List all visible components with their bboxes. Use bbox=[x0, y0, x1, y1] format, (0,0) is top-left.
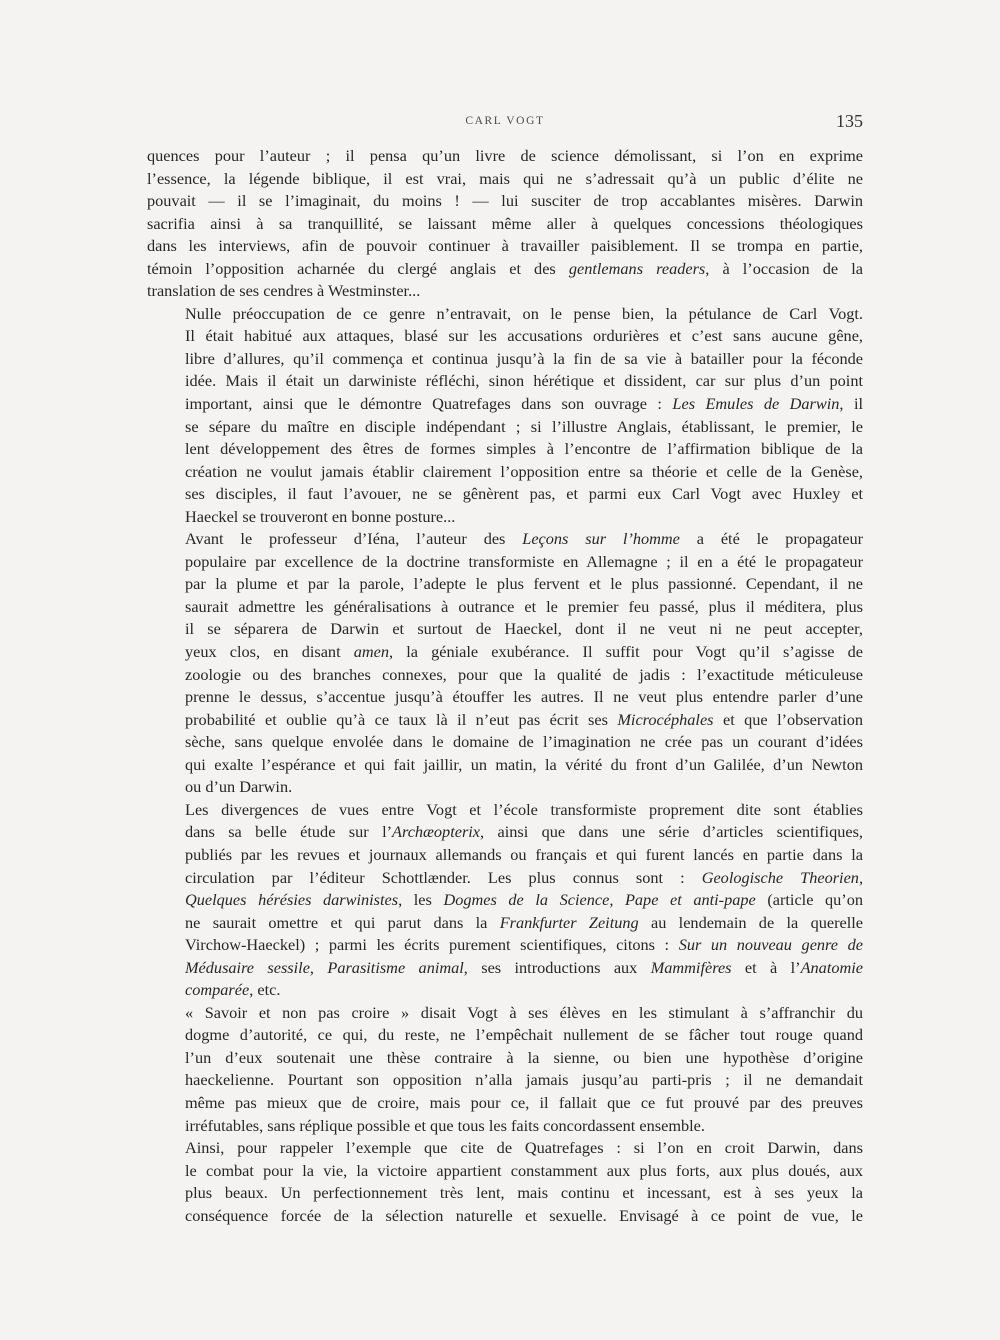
paragraph bbox=[147, 1137, 863, 1227]
paragraph bbox=[147, 303, 863, 528]
text-line bbox=[147, 686, 863, 709]
text-line bbox=[147, 235, 863, 258]
text-line bbox=[147, 889, 863, 912]
text-line bbox=[147, 957, 863, 980]
paragraph bbox=[147, 799, 863, 1002]
text-line bbox=[147, 1092, 863, 1115]
text-line bbox=[147, 461, 863, 484]
italic-text: comparée bbox=[185, 980, 250, 1000]
text-run: yeux clos, en disant bbox=[185, 642, 354, 662]
text-run: , bbox=[309, 957, 328, 977]
italic-text: Dogmes de la Science, Pape et anti-pape bbox=[443, 890, 756, 910]
text-run: , ainsi que dans une série d’articles scientifiques, bbox=[480, 822, 863, 842]
text-run: , etc. bbox=[249, 980, 281, 1000]
text-line bbox=[147, 168, 863, 191]
text-run: translation de ses cendres à Westminster... bbox=[147, 281, 421, 301]
text-run: conséquence forcée de la sélection naturelle et sexuelle. Envisagé à ce point de vue, le bbox=[185, 1205, 863, 1225]
text-run: et que l’observation bbox=[713, 709, 863, 729]
text-line bbox=[147, 190, 863, 213]
text-run: ses disciples, il faut l’avouer, ne se gênèrent pas, et parmi eux Carl Vogt avec Huxley et bbox=[185, 484, 863, 504]
text-run: au lendemain de la querelle bbox=[638, 912, 864, 932]
text-run: même pas mieux que de croire, mais pour ce, il fallait que ce fut prouvé par des preuves bbox=[185, 1092, 863, 1112]
text-line bbox=[147, 325, 863, 348]
italic-text: Parasitisme animal bbox=[327, 957, 464, 977]
text-line bbox=[147, 618, 863, 641]
text-line bbox=[147, 1182, 863, 1205]
text-run: idée. Mais il était un darwiniste réfléchi, sinon hérétique et dissident, car sur plus d’un point bbox=[185, 371, 863, 391]
text-line bbox=[147, 664, 863, 687]
text-line bbox=[147, 416, 863, 439]
paragraph bbox=[147, 528, 863, 799]
text-run: important, ainsi que le démontre Quatrefages dans son ouvrage : bbox=[185, 394, 673, 414]
body-text bbox=[147, 145, 863, 1227]
text-line bbox=[147, 506, 863, 529]
text-run: témoin l’opposition acharnée du clergé anglais et des bbox=[147, 258, 569, 278]
text-run: dogme d’autorité, ce qui, du reste, ne l’empêchait nullement de se fâcher tout rouge quand bbox=[185, 1025, 863, 1045]
text-run: ou d’un Darwin. bbox=[185, 777, 293, 797]
text-run: probabilité et oublie qu’à ce taux là il n’eut pas écrit ses bbox=[185, 709, 618, 729]
text-line bbox=[147, 528, 863, 551]
text-run: Il était habitué aux attaques, blasé sur les accusations ordurières et c’est sans aucune gêne, bbox=[185, 326, 863, 346]
text-run: a été le propagateur bbox=[679, 529, 864, 549]
text-line bbox=[147, 1115, 863, 1138]
text-line bbox=[147, 1069, 863, 1092]
text-line bbox=[147, 1047, 863, 1070]
text-run: Haeckel se trouveront en bonne posture... bbox=[185, 506, 456, 526]
text-run: pouvait — il se l’imaginait, du moins ! — lui susciter de trop accablantes misères. Darwin bbox=[147, 191, 863, 211]
text-run: dans sa belle étude sur l’ bbox=[185, 822, 393, 842]
text-line bbox=[147, 1137, 863, 1160]
text-line bbox=[147, 934, 863, 957]
italic-text: Quelques hérésies darwinistes bbox=[185, 890, 399, 910]
text-run: saurait admettre les généralisations à outrance et le premier feu passé, plus il méditera, plus bbox=[185, 596, 863, 616]
text-run: l’un d’eux soutenait une thèse contraire à la sienne, ou bien une hypothèse d’origine bbox=[185, 1047, 863, 1067]
text-run: Ainsi, pour rappeler l’exemple que cite de Quatrefages : si l’on en croit Darwin, dans bbox=[185, 1138, 863, 1158]
page-header bbox=[147, 111, 863, 133]
text-run: circulation par l’éditeur Schottlænder. Les plus connus sont : bbox=[185, 867, 702, 887]
italic-text: Les Emules de Darwin bbox=[672, 394, 840, 414]
text-run: par la plume et par la parole, l’adepte le plus fervent et le plus passionné. Cependant, il ne bbox=[185, 574, 863, 594]
text-line bbox=[147, 912, 863, 935]
text-line bbox=[147, 867, 863, 890]
text-line bbox=[147, 1002, 863, 1025]
text-run: le combat pour la vie, la victoire appartient constamment aux plus forts, aux plus doués, aux bbox=[185, 1160, 863, 1180]
text-line bbox=[147, 213, 863, 236]
text-line bbox=[147, 799, 863, 822]
italic-text: Sur un nouveau genre de bbox=[678, 935, 863, 955]
text-line bbox=[147, 483, 863, 506]
text-line bbox=[147, 596, 863, 619]
text-run: haeckelienne. Pourtant son opposition n’alla jamais jusqu’au parti-pris ; il ne demandait bbox=[185, 1070, 863, 1090]
text-run: création ne voulut jamais établir clairement l’opposition entre sa théorie et celle de la Genèse, bbox=[185, 461, 863, 481]
italic-text: amen bbox=[353, 642, 389, 662]
text-line bbox=[147, 776, 863, 799]
text-run: et à l’ bbox=[731, 957, 801, 977]
text-run: populaire par excellence de la doctrine transformiste en Allemagne ; il en a été le propagateur bbox=[185, 551, 863, 571]
text-run: , les bbox=[398, 890, 444, 910]
running-title: CARL VOGT bbox=[465, 115, 545, 127]
italic-text: Leçons sur l’homme bbox=[522, 529, 680, 549]
text-run: sacrifia ainsi à sa tranquillité, se laissant même aller à quelques concessions théologiques bbox=[147, 213, 863, 233]
text-line bbox=[147, 754, 863, 777]
text-run: se sépare du maître en disciple indépendant ; si l’illustre Anglais, établissant, le premier, le bbox=[185, 416, 863, 436]
text-line bbox=[147, 145, 863, 168]
text-line bbox=[147, 1205, 863, 1228]
text-run: dans les interviews, afin de pouvoir continuer à travailler paisiblement. Il se trompa en partie, bbox=[147, 236, 863, 256]
text-run: quences pour l’auteur ; il pensa qu’un livre de science démolissant, si l’on en exprime bbox=[147, 146, 863, 165]
text-line bbox=[147, 258, 863, 281]
italic-text: Archæopterix bbox=[392, 822, 481, 842]
text-run: plus beaux. Un perfectionnement très lent, mais continu et incessant, est à ses yeux la bbox=[185, 1183, 863, 1203]
text-line bbox=[147, 303, 863, 326]
text-run: il se séparera de Darwin et surtout de Haeckel, dont il ne veut ni ne peut accepter, bbox=[185, 619, 863, 639]
text-run: lent développement des êtres de formes simples à l’encontre de l’affirmation biblique de la bbox=[185, 439, 863, 459]
text-run: l’essence, la légende biblique, il est vrai, mais qui ne s’adressait qu’à un public d’élite ne bbox=[147, 168, 863, 188]
italic-text: Médusaire sessile bbox=[185, 957, 310, 977]
text-line bbox=[147, 709, 863, 732]
text-run: publiés par les revues et journaux allemands ou français et qui furent lancés en partie dans la bbox=[185, 844, 863, 864]
text-run: , à l’occasion de la bbox=[705, 258, 863, 278]
text-line bbox=[147, 551, 863, 574]
text-run: sèche, sans quelque envolée dans le domaine de l’imagination ne crée pas un courant d’idées bbox=[185, 732, 863, 752]
text-line bbox=[147, 573, 863, 596]
text-run: qui exalte l’espérance et qui fait jaillir, un matin, la vérité du front d’un Galilée, d’un Newton bbox=[185, 754, 863, 774]
paragraph bbox=[147, 145, 863, 303]
italic-text: gentlemans readers bbox=[568, 258, 706, 278]
text-run: , ses introductions aux bbox=[463, 957, 651, 977]
text-run: Virchow-Haeckel) ; parmi les écrits purement scientifiques, citons : bbox=[185, 935, 679, 955]
italic-text: Microcéphales bbox=[617, 709, 714, 729]
text-run: , la géniale exubérance. Il suffit pour Vogt qu’il s’agisse de bbox=[389, 642, 864, 662]
text-run: libre d’allures, qu’il commença et continua jusqu’à la fin de sa vie à batailler pour la féconde bbox=[185, 348, 863, 368]
italic-text: Geologische Theorien, bbox=[701, 867, 864, 887]
text-line bbox=[147, 438, 863, 461]
text-line bbox=[147, 821, 863, 844]
page-number: 135 bbox=[836, 111, 863, 131]
text-run: Avant le professeur d’Iéna, l’auteur des bbox=[185, 529, 523, 549]
text-run: , il bbox=[839, 394, 863, 414]
text-line bbox=[147, 370, 863, 393]
italic-text: Frankfurter Zeitung bbox=[499, 912, 639, 932]
text-line bbox=[147, 280, 863, 303]
text-run: Nulle préoccupation de ce genre n’entravait, on le pense bien, la pétulance de Carl Vogt. bbox=[185, 303, 863, 323]
text-run: irréfutables, sans réplique possible et que tous les faits concordassent ensemble. bbox=[185, 1115, 705, 1135]
text-line bbox=[147, 641, 863, 664]
text-run: (article qu’on bbox=[755, 890, 864, 910]
text-line bbox=[147, 731, 863, 754]
text-line bbox=[147, 844, 863, 867]
paragraph bbox=[147, 1002, 863, 1137]
italic-text: Mammifères bbox=[650, 957, 732, 977]
italic-text: Anatomie bbox=[800, 957, 863, 977]
text-run: « Savoir et non pas croire » disait Vogt à ses élèves en les stimulant à s’affranchir du bbox=[185, 1002, 863, 1022]
text-line bbox=[147, 979, 863, 1002]
text-line bbox=[147, 1024, 863, 1047]
text-line bbox=[147, 348, 863, 371]
text-line bbox=[147, 1160, 863, 1183]
text-line bbox=[147, 393, 863, 416]
text-run: zoologie ou des branches connexes, pour que la qualité de jadis : l’exactitude méticuleuse bbox=[185, 664, 863, 684]
text-run: Les divergences de vues entre Vogt et l’école transformiste proprement dite sont établies bbox=[185, 799, 863, 819]
text-run: prenne le dessus, s’accentue jusqu’à étouffer les autres. Il ne veut plus entendre parler d’une bbox=[185, 687, 863, 707]
text-run: ne saurait omettre et qui parut dans la bbox=[185, 912, 500, 932]
